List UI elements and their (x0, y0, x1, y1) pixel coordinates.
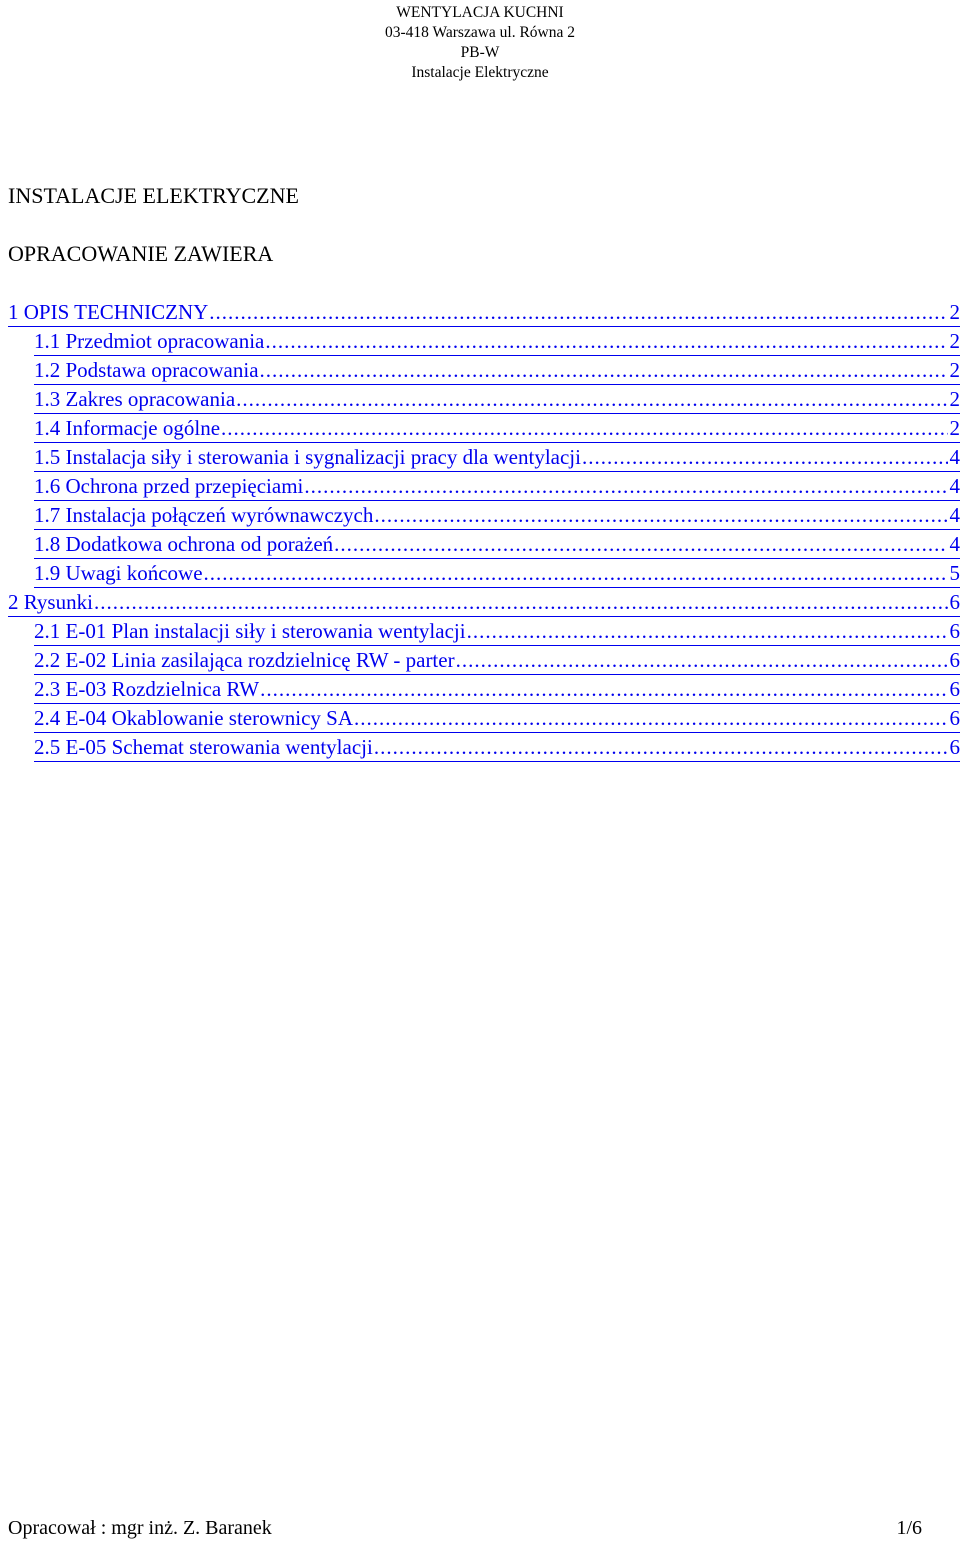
toc-entry-label: 1.3 Zakres opracowania (34, 385, 236, 414)
toc-entry-1-5[interactable] (34, 443, 960, 472)
toc-entry-page: 6 (948, 588, 960, 617)
toc-leader (236, 385, 947, 414)
toc-entry-page: 4 (948, 443, 960, 472)
toc-entry-label: 1.4 Informacje ogólne (34, 414, 221, 443)
toc-entry-label: 1.8 Dodatkowa ochrona od porażeń (34, 530, 334, 559)
toc-leader (209, 298, 947, 327)
toc-entry-page: 6 (948, 646, 960, 675)
toc-leader (260, 675, 947, 704)
toc-leader (467, 617, 948, 646)
toc-entry-label: 2 Rysunki (8, 588, 94, 617)
contents-heading: OPRACOWANIE ZAWIERA (8, 241, 274, 266)
toc-leader (354, 704, 947, 733)
toc-entry-page: 6 (948, 733, 960, 762)
header-branch: Instalacje Elektryczne (411, 64, 549, 81)
table-of-contents (8, 298, 960, 762)
toc-entry-label: 1.7 Instalacja połączeń wyrównawczych (34, 501, 374, 530)
toc-entry-2-1[interactable] (34, 617, 960, 646)
page-number: 1/6 (896, 1517, 922, 1539)
toc-entry-label: 2.4 E-04 Okablowanie sterownicy SA (34, 704, 354, 733)
toc-entry-2-4[interactable] (34, 704, 960, 733)
toc-entry-1-7[interactable] (34, 501, 960, 530)
toc-entry-page: 5 (948, 559, 960, 588)
toc-entry-label: 2.1 E-01 Plan instalacji siły i sterowania wentylacji (34, 617, 467, 646)
toc-entry-1-9[interactable] (34, 559, 960, 588)
toc-entry-page: 4 (948, 501, 960, 530)
toc-entry-2-5[interactable] (34, 733, 960, 762)
footer-author: Opracował : mgr inż. Z. Baranek (8, 1517, 272, 1539)
toc-leader (374, 501, 947, 530)
toc-leader (456, 646, 948, 675)
toc-leader (94, 588, 948, 617)
toc-entry-1-3[interactable] (34, 385, 960, 414)
header-project: WENTYLACJA KUCHNI (396, 4, 564, 21)
toc-entry-1-1[interactable] (34, 327, 960, 356)
toc-entry-page: 6 (948, 617, 960, 646)
toc-leader (374, 733, 948, 762)
toc-entry-2[interactable] (8, 588, 960, 617)
toc-entry-page: 2 (948, 414, 960, 443)
toc-entry-page: 2 (948, 356, 960, 385)
toc-entry-page: 2 (948, 298, 960, 327)
toc-entry-page: 6 (948, 675, 960, 704)
header-address: 03-418 Warszawa ul. Równa 2 (384, 24, 576, 41)
toc-entry-1-6[interactable] (34, 472, 960, 501)
toc-entry-label: 1.5 Instalacja siły i sterowania i sygnalizacji pracy dla wentylacji (34, 443, 582, 472)
document-title: INSTALACJE ELEKTRYCZNE (8, 183, 299, 208)
toc-leader (221, 414, 947, 443)
toc-leader (265, 327, 947, 356)
toc-entry-label: 2.2 E-02 Linia zasilająca rozdzielnicę RW - parter (34, 646, 456, 675)
toc-leader (304, 472, 947, 501)
toc-leader (582, 443, 948, 472)
toc-entry-page: 4 (948, 472, 960, 501)
toc-entry-label: 1.1 Przedmiot opracowania (34, 327, 265, 356)
toc-entry-page: 2 (948, 385, 960, 414)
toc-entry-label: 2.5 E-05 Schemat sterowania wentylacji (34, 733, 374, 762)
toc-entry-label: 2.3 E-03 Rozdzielnica RW (34, 675, 260, 704)
toc-entry-1[interactable] (8, 298, 960, 327)
toc-entry-label: 1.6 Ochrona przed przepięciami (34, 472, 304, 501)
toc-entry-2-3[interactable] (34, 675, 960, 704)
document-header (0, 3, 960, 83)
toc-entry-page: 6 (948, 704, 960, 733)
toc-entry-1-8[interactable] (34, 530, 960, 559)
toc-entry-1-4[interactable] (34, 414, 960, 443)
toc-entry-label: 1 OPIS TECHNICZNY (8, 298, 209, 327)
toc-entry-label: 1.9 Uwagi końcowe (34, 559, 204, 588)
toc-entry-2-2[interactable] (34, 646, 960, 675)
toc-leader (204, 559, 948, 588)
toc-entry-page: 4 (948, 530, 960, 559)
toc-leader (334, 530, 947, 559)
toc-entry-page: 2 (948, 327, 960, 356)
toc-leader (260, 356, 948, 385)
header-stage: PB-W (460, 44, 500, 61)
toc-entry-label: 1.2 Podstawa opracowania (34, 356, 260, 385)
toc-entry-1-2[interactable] (34, 356, 960, 385)
